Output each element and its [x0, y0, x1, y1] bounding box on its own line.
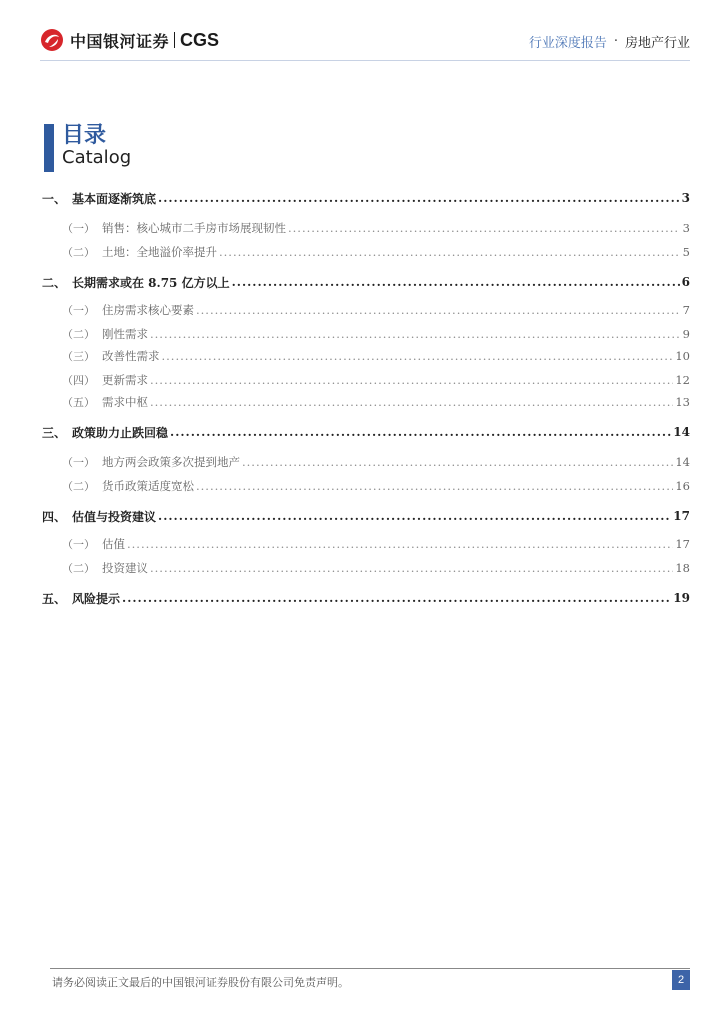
- toc-entry-number: 四、: [42, 509, 67, 524]
- logo-cn-text: 中国银河证券: [70, 31, 170, 51]
- toc-dot-leader: [162, 349, 674, 363]
- toc-entry-page: 14: [675, 455, 690, 469]
- toc-entry-title: 风险提示: [72, 591, 121, 606]
- toc-subsection-entry[interactable]: [42, 476, 690, 496]
- logo-divider: [174, 32, 175, 48]
- logo-en-text: CGS: [180, 29, 220, 50]
- toc-entry-number: （一）: [62, 304, 95, 317]
- toc-dot-leader: [158, 509, 671, 523]
- toc-entry-page: 10: [675, 349, 690, 363]
- toc-dot-leader: [242, 455, 673, 469]
- toc-entry-number: （二）: [62, 328, 95, 341]
- toc-dot-leader: [150, 395, 673, 409]
- toc-entry-title: 投资建议: [102, 561, 148, 575]
- toc-dot-leader: [158, 191, 680, 205]
- header-divider: [40, 60, 690, 61]
- toc-entry-title: 刚性需求: [102, 327, 148, 341]
- toc-entry-number: （五）: [62, 396, 95, 409]
- toc-entry-number: （一）: [62, 222, 95, 235]
- toc-entry-number: （四）: [62, 374, 95, 387]
- disclaimer-notice: 请务必阅读正文最后的中国银河证券股份有限公司免责声明。: [52, 976, 349, 989]
- report-category: [529, 32, 690, 51]
- toc-subsection-entry[interactable]: [42, 324, 690, 344]
- toc-entry-number: 一、: [42, 191, 67, 206]
- toc-entry-title: 住房需求核心要素: [102, 303, 194, 317]
- report-type: 行业深度报告: [528, 36, 607, 51]
- page-subtitle: Catalog: [62, 147, 132, 168]
- toc-entry-page: 3: [682, 221, 690, 235]
- toc-entry-number: （三）: [62, 350, 95, 363]
- toc-subsection-entry[interactable]: [42, 534, 690, 554]
- toc-entry-page: 14: [673, 425, 690, 439]
- toc-dot-leader: [232, 275, 680, 289]
- toc-entry-title: 需求中枢: [102, 395, 148, 409]
- toc-entry-page: 9: [682, 327, 690, 341]
- toc-entry-number: （二）: [62, 562, 95, 575]
- toc-section-entry[interactable]: [42, 422, 690, 442]
- toc-entry-number: 二、: [42, 275, 67, 290]
- toc-entry-title: 货币政策适度宽松: [102, 479, 194, 493]
- toc-subsection-entry[interactable]: [42, 218, 690, 238]
- footer-divider: [50, 968, 690, 969]
- toc-entry-title: 长期需求或在 8.75 亿方以上: [72, 275, 230, 290]
- page-title: 目录: [62, 123, 107, 148]
- toc-subsection-entry[interactable]: [42, 452, 690, 472]
- toc-entry-title: 土地：全地溢价率提升: [102, 245, 217, 259]
- toc-dot-leader: [219, 245, 680, 259]
- title-accent-bar: [44, 124, 54, 172]
- toc-dot-leader: [196, 479, 673, 493]
- toc-section-entry[interactable]: [42, 506, 690, 526]
- toc-subsection-entry[interactable]: [42, 370, 690, 390]
- toc-subsection-entry[interactable]: [42, 242, 690, 262]
- toc-section-entry[interactable]: [42, 588, 690, 608]
- toc-dot-leader: [150, 373, 673, 387]
- toc-entry-page: 16: [675, 479, 690, 493]
- toc-dot-leader: [288, 221, 680, 235]
- toc-dot-leader: [196, 303, 680, 317]
- company-logo: [40, 28, 219, 52]
- toc-entry-number: （二）: [62, 480, 95, 493]
- toc-entry-number: （二）: [62, 246, 95, 259]
- toc-entry-page: 12: [675, 373, 690, 387]
- toc-entry-page: 17: [673, 509, 690, 523]
- toc-entry-number: （一）: [62, 456, 95, 469]
- toc-entry-number: （一）: [62, 538, 95, 551]
- toc-section-entry[interactable]: [42, 272, 690, 292]
- toc-subsection-entry[interactable]: [42, 346, 690, 366]
- industry-name: 房地产行业: [624, 36, 690, 51]
- toc-entry-title: 基本面逐渐筑底: [72, 191, 157, 206]
- toc-entry-page: 5: [682, 245, 690, 259]
- toc-entry-page: 13: [675, 395, 690, 409]
- toc-entry-title: 估值与投资建议: [72, 509, 157, 524]
- toc-dot-leader: [127, 537, 673, 551]
- toc-entry-page: 17: [675, 537, 690, 551]
- toc-subsection-entry[interactable]: [42, 392, 690, 412]
- toc-entry-title: 估值: [102, 537, 125, 551]
- toc-entry-number: 五、: [42, 591, 67, 606]
- toc-entry-title: 销售：核心城市二手房市场展现韧性: [102, 221, 286, 235]
- toc-subsection-entry[interactable]: [42, 300, 690, 320]
- header-separator: ·: [613, 34, 618, 49]
- toc-entry-title: 改善性需求: [102, 349, 160, 363]
- toc-section-entry[interactable]: [42, 188, 690, 208]
- toc-dot-leader: [150, 561, 673, 575]
- toc-entry-page: 7: [682, 303, 690, 317]
- toc-entry-title: 更新需求: [102, 373, 148, 387]
- cgs-logo-icon: [40, 28, 64, 52]
- toc-entry-page: 6: [681, 275, 690, 289]
- toc-entry-page: 19: [673, 591, 690, 605]
- toc-entry-title: 地方两会政策多次提到地产: [102, 455, 240, 469]
- toc-entry-title: 政策助力止跌回稳: [72, 425, 169, 440]
- toc-dot-leader: [150, 327, 680, 341]
- toc-entry-page: 3: [681, 191, 690, 205]
- toc-dot-leader: [170, 425, 671, 439]
- toc-dot-leader: [122, 591, 671, 605]
- toc-entry-number: 三、: [42, 425, 67, 440]
- page-number: 2: [672, 970, 690, 990]
- toc-entry-page: 18: [675, 561, 690, 575]
- toc-subsection-entry[interactable]: [42, 558, 690, 578]
